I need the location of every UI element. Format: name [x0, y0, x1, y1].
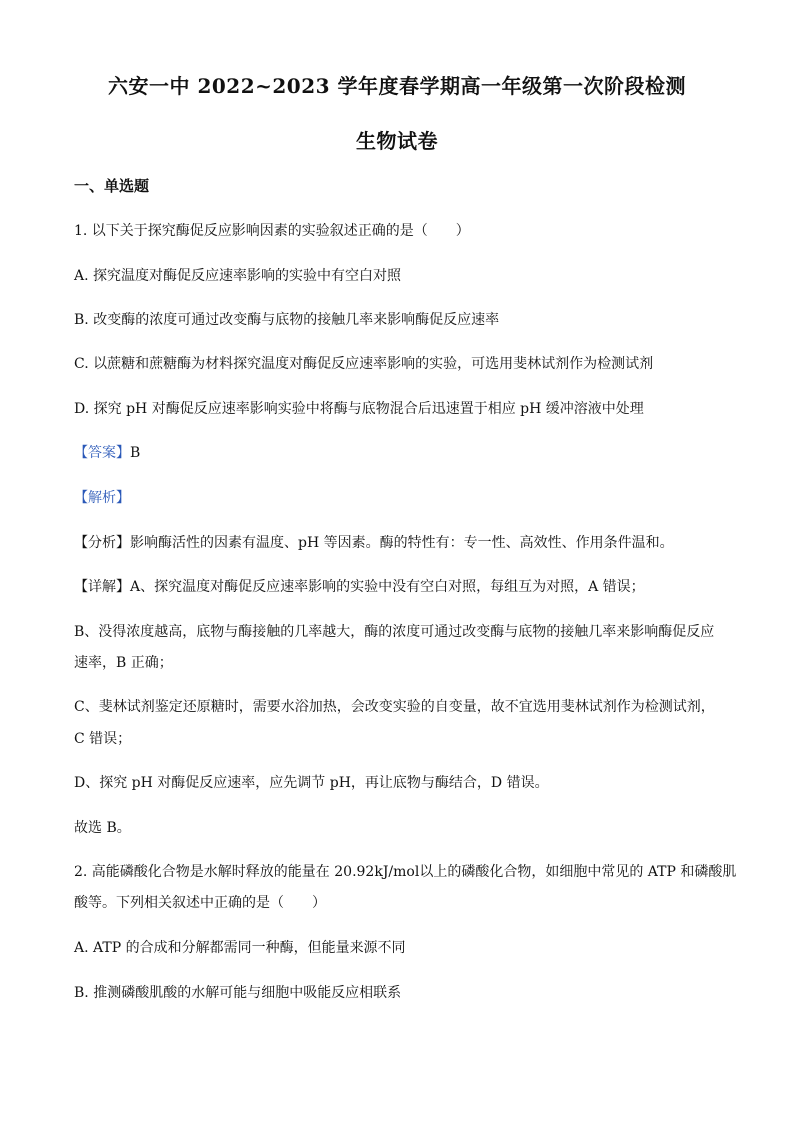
detail-line: D、探究 pH 对酶促反应速率，应先调节 pH，再让底物与酶结合，D 错误。 [74, 775, 549, 791]
analysis-tag: 【解析】 [74, 490, 130, 506]
analysis-row [74, 490, 724, 506]
conclusion-line: 故选 B。 [74, 820, 131, 836]
fenxi-tag: 【分析】 [74, 535, 130, 551]
question-1-option-a: A. 探究温度对酶促反应速率影响的实验中有空白对照 [74, 268, 402, 284]
answer-tag: 【答案】 [74, 445, 130, 461]
question-2-option-b: B. 推测磷酸肌酸的水解可能与细胞中吸能反应相联系 [74, 985, 402, 1001]
question-1-option-c: C. 以蔗糖和蔗糖酶为材料探究温度对酶促反应速率影响的实验，可选用斐林试剂作为检测试剂 [74, 356, 654, 372]
question-2-option-a: A. ATP 的合成和分解都需同一种酶，但能量来源不同 [74, 940, 406, 956]
detail-line: C、斐林试剂鉴定还原糖时，需要水浴加热，会改变实验的自变量，故不宜选用斐林试剂作为检测试剂， [74, 699, 715, 715]
question-2-stem-cont: 酸等。下列相关叙述中正确的是（ ） [74, 895, 326, 911]
question-1-option-d: D. 探究 pH 对酶促反应速率影响实验中将酶与底物混合后迅速置于相应 pH 缓冲溶液中处理 [74, 401, 644, 417]
question-1-stem: 1. 以下关于探究酶促反应影响因素的实验叙述正确的是（ ） [74, 223, 470, 239]
section-heading: 一、单选题 [74, 177, 150, 195]
question-1-option-b: B. 改变酶的浓度可通过改变酶与底物的接触几率来影响酶促反应速率 [74, 312, 500, 328]
detail-line: B、没得浓度越高，底物与酶接触的几率越大，酶的浓度可通过改变酶与底物的接触几率来影响酶促反应 [74, 624, 715, 640]
fenxi-row [74, 535, 724, 551]
xiangjie-row [74, 579, 724, 595]
detail-line: C 错误； [74, 731, 132, 747]
xiangjie-tag: 【详解】 [74, 579, 130, 595]
xiangjie-text: A、探究温度对酶促反应速率影响的实验中没有空白对照，每组互为对照，A 错误； [130, 579, 645, 595]
detail-line: 速率，B 正确； [74, 655, 173, 671]
question-2-stem: 2. 高能磷酸化合物是水解时释放的能量在 20.92kJ/mol以上的磷酸化合物，如细胞中常见的 ATP 和磷酸肌 [74, 864, 737, 880]
answer-row [74, 445, 724, 461]
exam-title: 六安一中 2022~2023 学年度春学期高一年级第一次阶段检测 [107, 74, 686, 98]
answer-value: B [130, 445, 141, 461]
fenxi-text: 影响酶活性的因素有温度、pH 等因素。酶的特性有：专一性、高效性、作用条件温和。 [130, 535, 674, 551]
exam-subtitle: 生物试卷 [356, 129, 438, 153]
